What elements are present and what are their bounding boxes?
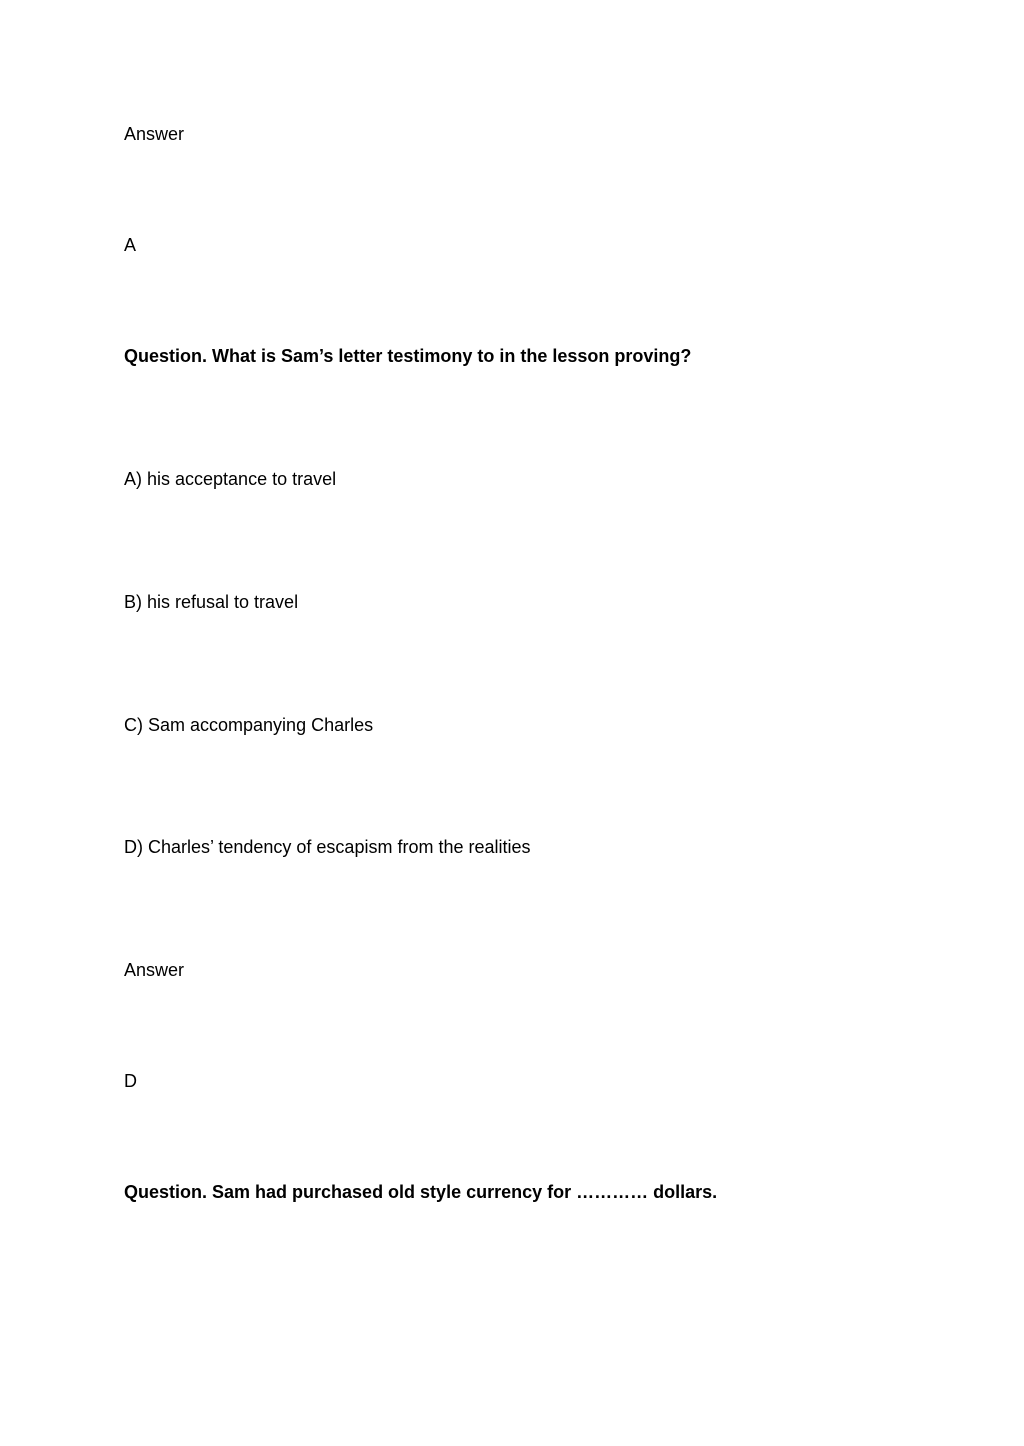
- answer-value-2: D: [124, 1071, 137, 1091]
- answer-label-2: Answer: [124, 960, 185, 980]
- question-heading-1: Question. What is Sam’s letter testimony to in the lesson proving?: [124, 346, 692, 366]
- question-heading-2: Question. Sam had purchased old style currency for ………… dollars.: [124, 1182, 718, 1202]
- option-d: D) Charles’ tendency of escapism from the realities: [124, 837, 531, 857]
- answer-label-1: Answer: [124, 124, 185, 144]
- answer-value-1: A: [124, 235, 137, 255]
- option-b: B) his refusal to travel: [124, 592, 299, 612]
- option-a: A) his acceptance to travel: [124, 469, 337, 489]
- option-c: C) Sam accompanying Charles: [124, 715, 374, 735]
